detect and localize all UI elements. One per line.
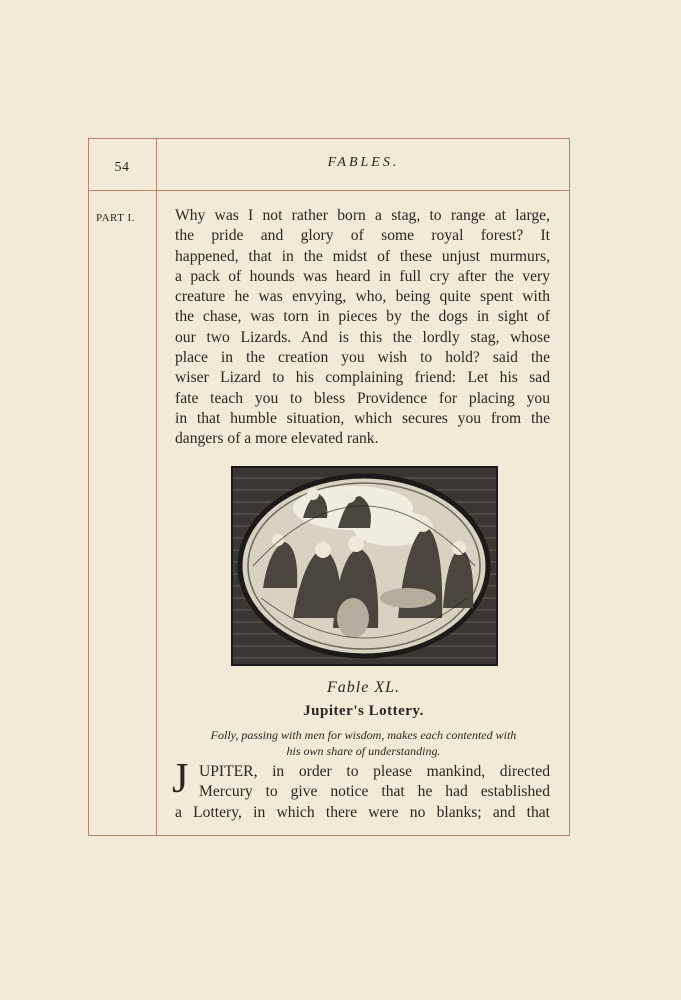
fable-number: Fable XL.	[327, 679, 400, 696]
fable-line: a Lottery, in which there were no blanks; and that	[175, 803, 550, 821]
engraving-illustration	[231, 466, 498, 666]
page-number: 54	[114, 160, 130, 175]
engraving-icon	[233, 468, 496, 664]
side-note: PART I.	[96, 212, 135, 224]
body-line: place in the creation you wish to hold? said the	[175, 349, 550, 367]
body-line: the pride and glory of some royal forest? It	[175, 227, 550, 245]
fable-text	[175, 762, 550, 823]
body-line: wiser Lizard to his complaining friend: Let his sad	[175, 369, 550, 387]
body-line: a pack of hounds was heard in full cry after the very	[175, 267, 550, 285]
body-line: in that humble situation, which secures you from the	[175, 409, 550, 427]
fable-line: UPITER, in order to please mankind, directed	[199, 763, 550, 780]
margin-rule	[156, 138, 157, 836]
body-line: creature he was envying, who, being quite spent with	[175, 288, 550, 306]
body-line: our two Lizards. And is this the lordly stag, whose	[175, 328, 550, 346]
body-line: happened, that in the midst of these unjust murmurs,	[175, 247, 550, 265]
moral-line: his own share of understanding.	[286, 744, 441, 758]
fable-moral	[170, 727, 557, 759]
running-head: FABLES.	[327, 155, 400, 170]
body-text	[175, 206, 550, 450]
body-line: fate teach you to bless Providence for placing you	[175, 389, 550, 407]
header-rule	[88, 190, 570, 191]
fable-line: Mercury to give notice that he had established	[199, 783, 550, 801]
drop-cap: J	[172, 756, 189, 802]
body-line: the chase, was torn in pieces by the dogs in sight of	[175, 308, 550, 326]
body-line: dangers of a more elevated rank.	[175, 430, 379, 448]
body-line: Why was I not rather born a stag, to range at large,	[175, 207, 550, 224]
moral-line: Folly, passing with men for wisdom, makes each contented with	[210, 728, 517, 742]
fable-title: Jupiter's Lottery.	[303, 703, 424, 719]
